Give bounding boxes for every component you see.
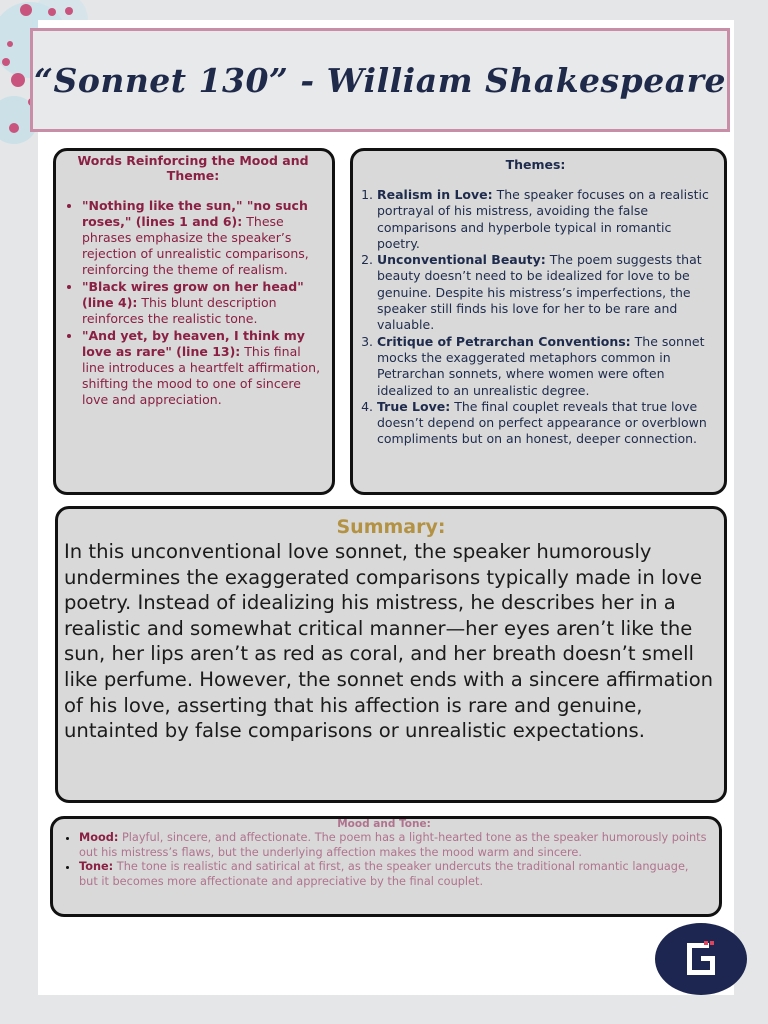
page-title: “Sonnet 130” - William Shakespeare — [34, 60, 726, 100]
mood-panel — [50, 816, 722, 917]
list-item — [377, 399, 714, 448]
summary-text: In this unconventional love sonnet, the speaker humorously undermines the exaggerated comparisons typically made in love poetry. Instead of idealizing his mistress, he describes her in a realistic and somewhat critical manner—her eyes aren’t like the sun, her lips aren’t as red as coral, and her breath doesn’t smell like perfume. However, the sonnet ends with a sincere affirmation of his love, asserting that his affection is rare and genuine, untainted by false comparisons or unrealistic expectations. — [64, 540, 714, 743]
themes-panel-heading: Themes: — [505, 157, 566, 172]
list-item — [82, 328, 326, 408]
mood-text: The tone is realistic and satirical at first, as the speaker undercuts the traditional romantic language, but it becomes more affectionate and appreciative by the final couplet. — [79, 860, 689, 889]
words-panel — [53, 148, 335, 495]
explanation-text: This blunt description reinforces the realistic tone. — [82, 295, 277, 326]
mood-term: Mood: — [79, 831, 119, 844]
explanation-text: These phrases emphasize the speaker’s rejection of unrealistic comparisons, reinforcing the theme of realism. — [82, 214, 309, 277]
mood-panel-heading: Mood and Tone: — [337, 818, 431, 830]
summary-panel — [55, 506, 727, 803]
list-item — [79, 860, 709, 889]
quote-text: "And yet, by heaven, I think my love as rare" (line 13): — [82, 328, 305, 359]
list-item — [82, 279, 326, 327]
brand-logo-glyph-icon — [655, 923, 747, 995]
theme-term: Unconventional Beauty: — [377, 252, 546, 268]
themes-panel — [350, 148, 727, 495]
mood-term: Tone: — [79, 860, 114, 874]
brand-logo-icon[interactable] — [655, 923, 747, 995]
quote-text: "Nothing like the sun," "no such roses," (lines 1 and 6): — [82, 198, 308, 229]
explanation-text: This final line introduces a heartfelt affirmation, shifting the mood to one of sincere love and appreciation. — [82, 344, 321, 407]
theme-term: Realism in Love: — [377, 187, 493, 202]
list-item — [377, 252, 714, 333]
words-list — [60, 198, 326, 408]
summary-heading: Summary: — [336, 516, 446, 538]
theme-text: The poem suggests that beauty doesn’t need to be idealized for love to be genuine. Despite his mistress’s imperfections, the speaker still finds his love for her to be rare and valuable. — [377, 252, 702, 333]
list-item — [79, 831, 709, 860]
words-panel-heading: Words Reinforcing the Mood and Theme: — [77, 153, 309, 183]
list-item — [377, 334, 714, 399]
theme-text: The final couplet reveals that true love doesn’t depend on perfect appearance or overblown compliments but on an honest, deeper connection. — [377, 398, 707, 447]
quote-text: "Black wires grow on her head" (line 4): — [82, 279, 304, 310]
title-banner — [30, 28, 730, 132]
theme-text: The sonnet mocks the exaggerated metaphors common in Petrarchan sonnets, where women were often idealized to an unrealistic degree. — [377, 333, 705, 398]
theme-term: Critique of Petrarchan Conventions: — [377, 333, 631, 349]
theme-text: The speaker focuses on a realistic portrayal of his mistress, avoiding the false comparisons and hyperbole typical in romantic poetry. — [377, 187, 709, 251]
mood-text: Playful, sincere, and affectionate. The poem has a light-hearted tone as the speaker humorously points out his mistress’s flaws, but the underlying affection makes the mood warm and sincere. — [79, 831, 707, 859]
list-item — [82, 198, 326, 278]
list-item — [377, 187, 714, 252]
theme-term: True Love: — [377, 398, 451, 414]
themes-list — [357, 187, 714, 448]
mood-list — [59, 831, 709, 890]
